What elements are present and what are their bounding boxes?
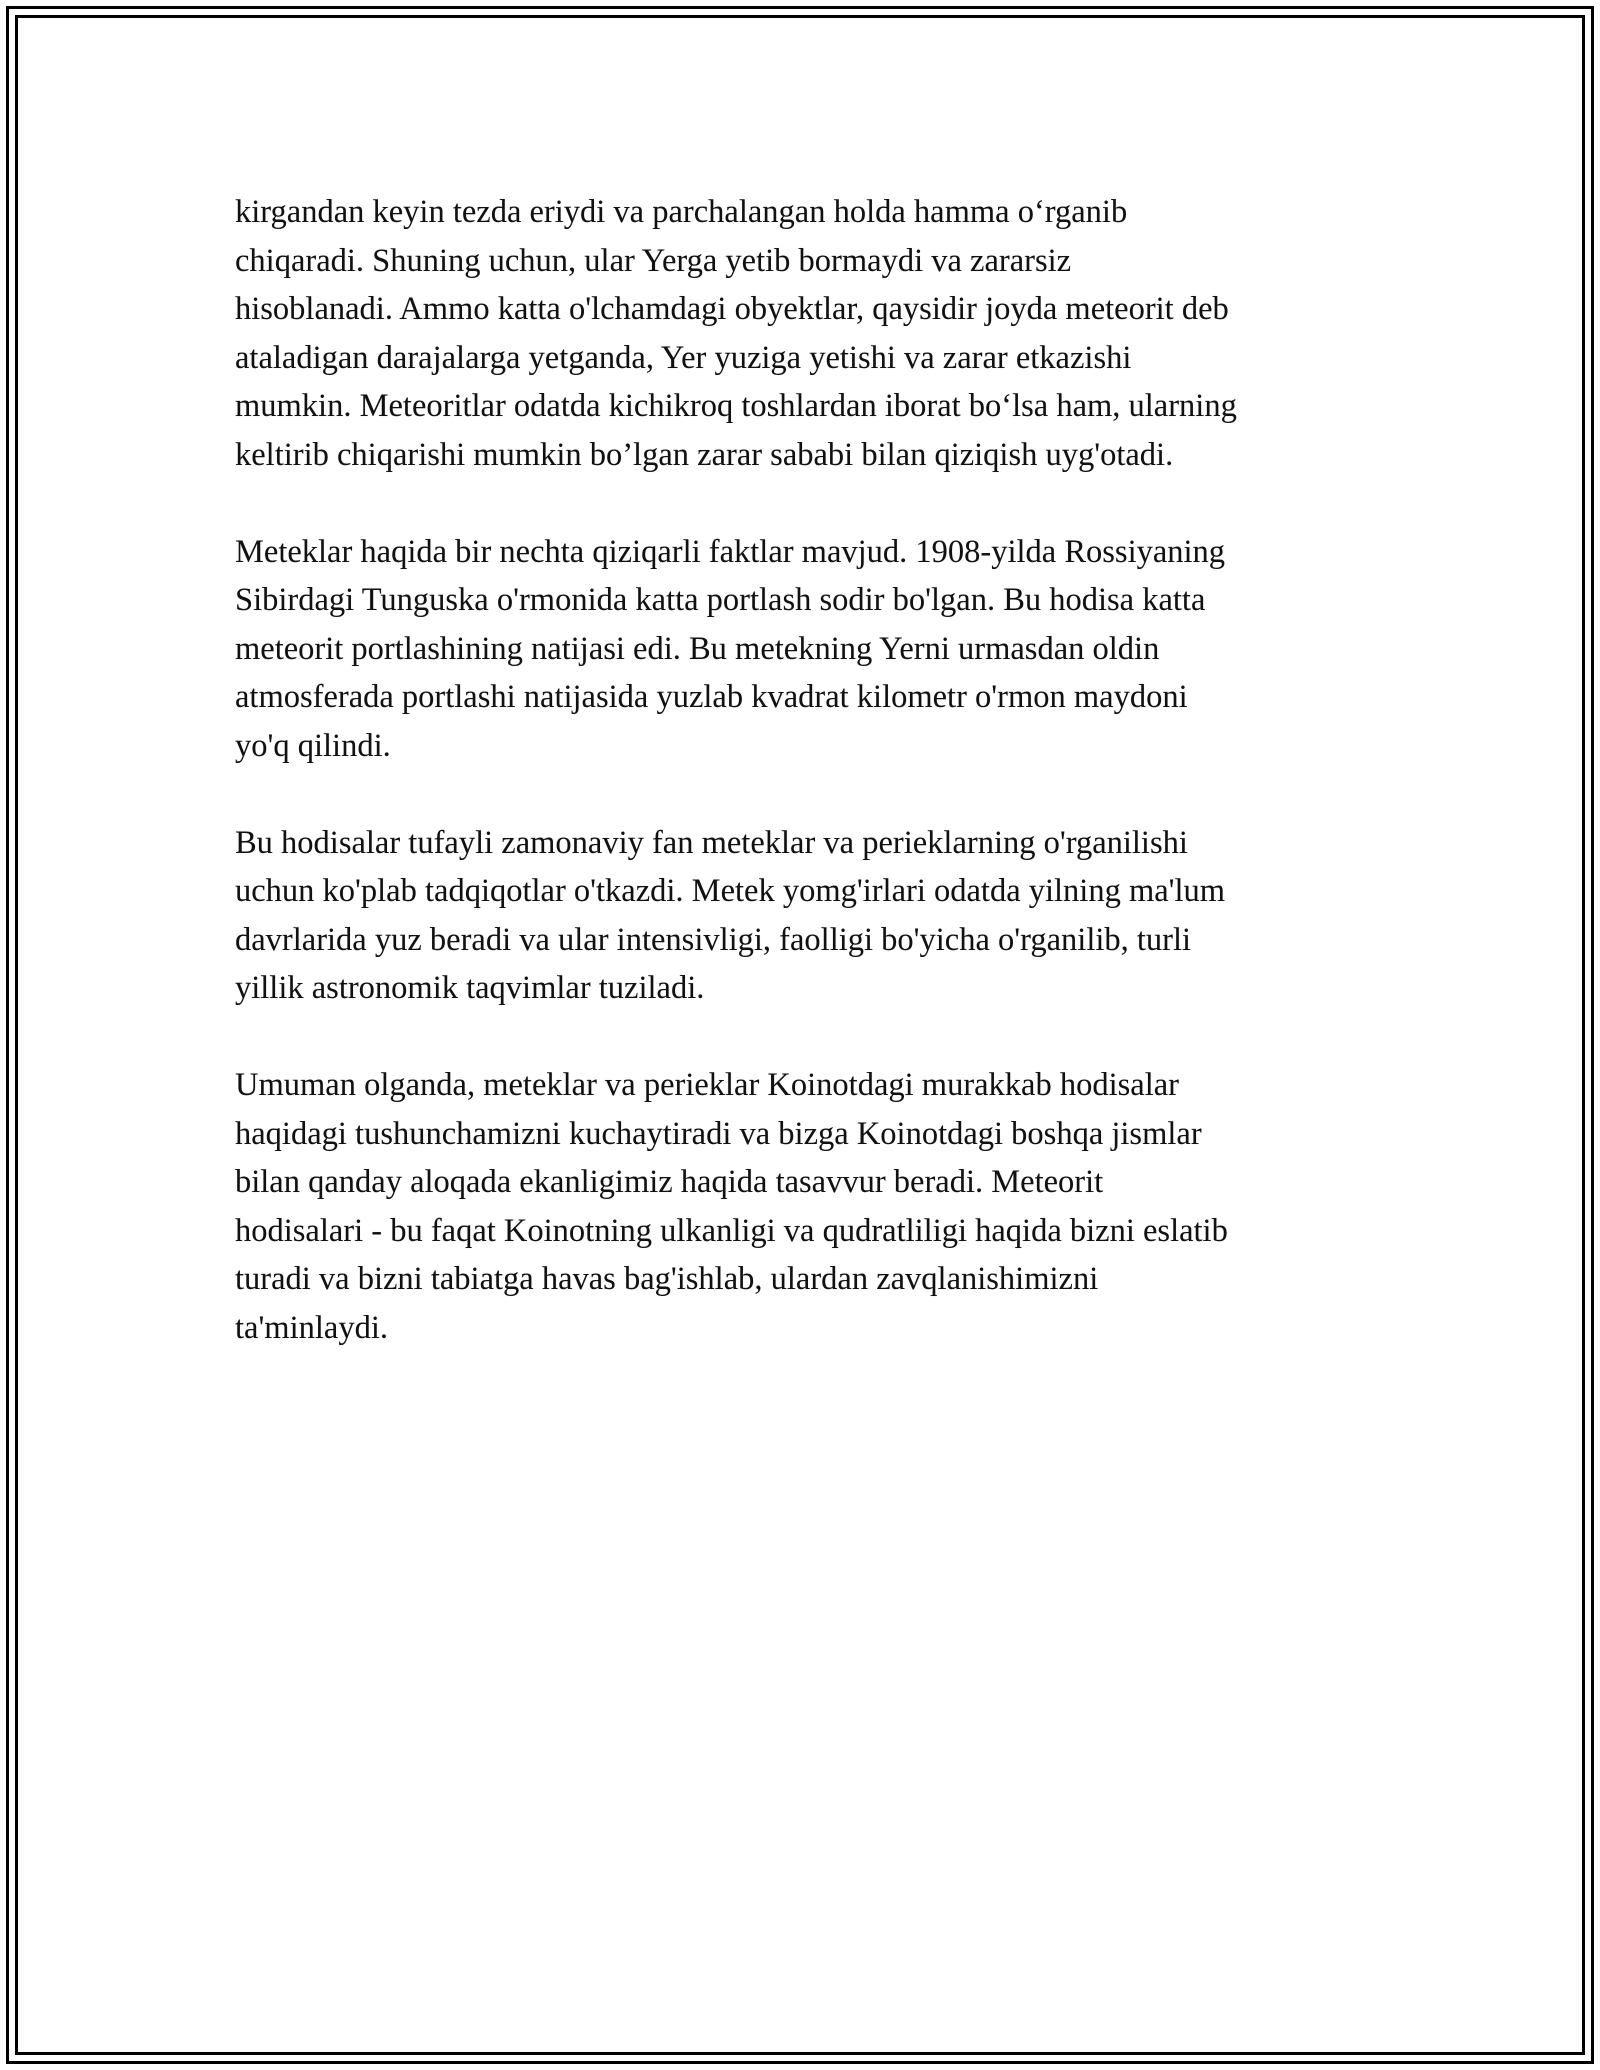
text-line: uchun ko'plab tadqiqotlar o'tkazdi. Metek yomg'irlari odatda yilning ma'lum [235, 873, 1226, 910]
paragraph-3 [235, 819, 1375, 1013]
text-line: Meteklar haqida bir nechta qiziqarli faktlar mavjud. 1908-yilda Rossiyaning [235, 533, 1226, 570]
text-line: keltirib chiqarishi mumkin bo’lgan zarar sababi bilan qiziqish uyg'otadi. [235, 436, 1174, 473]
text-line: hisoblanadi. Ammo katta o'lchamdagi obyektlar, qaysidir joyda meteorit deb [235, 291, 1229, 328]
text-line: meteorit portlashining natijasi edi. Bu metekning Yerni urmasdan oldin [235, 630, 1160, 667]
text-line: mumkin. Meteoritlar odatda kichikroq toshlardan iborat bo‘lsa ham, ularning [235, 388, 1237, 425]
paragraph-4 [235, 1061, 1375, 1353]
text-line: haqidagi tushunchamizni kuchaytiradi va bizga Koinotdagi boshqa jismlar [235, 1115, 1202, 1152]
text-line: atmosferada portlashi natijasida yuzlab kvadrat kilometr o'rmon maydoni [235, 679, 1188, 716]
text-line: Sibirdagi Tunguska o'rmonida katta portlash sodir bo'lgan. Bu hodisa katta [235, 582, 1206, 619]
text-line: kirgandan keyin tezda eriydi va parchalangan holda hamma o‘rganib [235, 194, 1128, 230]
text-line: turadi va bizni tabiatga havas bag'ishlab, ulardan zavqlanishimizni [235, 1261, 1099, 1298]
document-body [235, 188, 1375, 1400]
text-line: davrlarida yuz beradi va ular intensivligi, faolligi bo'yicha o'rganilib, turli [235, 921, 1192, 958]
text-line: ta'minlaydi. [235, 1309, 388, 1346]
text-line: Bu hodisalar tufayli zamonaviy fan meteklar va perieklarning o'rganilishi [235, 824, 1188, 861]
paragraph-2 [235, 528, 1375, 771]
paragraph-1 [235, 188, 1375, 480]
text-line: hodisalari - bu faqat Koinotning ulkanligi va qudratliligi haqida bizni eslatib [235, 1212, 1228, 1249]
text-line: bilan qanday aloqada ekanligimiz haqida tasavvur beradi. Meteorit [235, 1164, 1104, 1201]
text-line: chiqaradi. Shuning uchun, ular Yerga yetib bormaydi va zararsiz [235, 242, 1072, 279]
text-line: yillik astronomik taqvimlar tuziladi. [235, 970, 705, 1007]
text-line: yo'q qilindi. [235, 727, 391, 764]
text-line: ataladigan darajalarga yetganda, Yer yuziga yetishi va zarar etkazishi [235, 339, 1132, 376]
text-line: Umuman olganda, meteklar va perieklar Koinotdagi murakkab hodisalar [235, 1066, 1179, 1103]
